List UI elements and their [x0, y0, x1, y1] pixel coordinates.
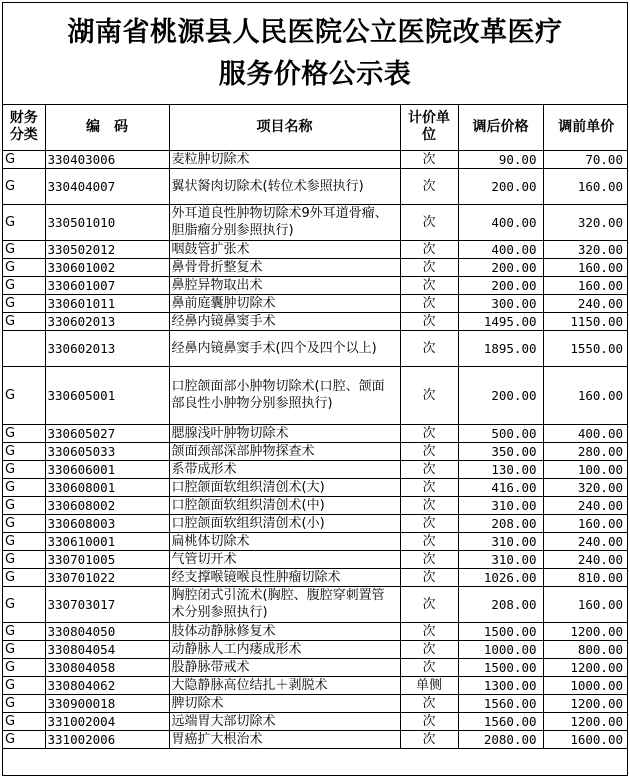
category-cell [3, 330, 45, 366]
new-price-cell: 90.00 [458, 150, 543, 168]
code-cell: 330701022 [45, 568, 169, 586]
unit-cell: 次 [400, 694, 458, 712]
table-row [3, 622, 628, 640]
category-cell: G [3, 622, 45, 640]
unit-cell: 次 [400, 622, 458, 640]
header-row [3, 105, 628, 150]
item-name-cell: 外耳道良性肿物切除术9外耳道骨瘤、胆脂瘤分别参照执行) [169, 204, 400, 240]
table-row [3, 276, 628, 294]
code-cell: 330804050 [45, 622, 169, 640]
old-price-cell: 100.00 [543, 460, 628, 478]
unit-cell: 次 [400, 150, 458, 168]
old-price-cell: 810.00 [543, 568, 628, 586]
unit-cell: 次 [400, 258, 458, 276]
code-cell: 330606001 [45, 460, 169, 478]
item-name-cell: 鼻前庭囊肿切除术 [169, 294, 400, 312]
sheet-title [3, 3, 627, 105]
table-row [3, 550, 628, 568]
code-cell: 330703017 [45, 586, 169, 622]
code-cell: 330404007 [45, 168, 169, 204]
category-cell: G [3, 276, 45, 294]
old-price-cell: 280.00 [543, 442, 628, 460]
old-price-cell: 320.00 [543, 240, 628, 258]
table-row [3, 366, 628, 424]
title-line-1: 湖南省桃源县人民医院公立医院改革医疗 [67, 17, 563, 48]
old-price-cell: 1200.00 [543, 622, 628, 640]
new-price-cell: 310.00 [458, 550, 543, 568]
unit-cell: 次 [400, 442, 458, 460]
item-name-cell: 大隐静脉高位结扎＋剥脱术 [169, 676, 400, 694]
old-price-cell: 160.00 [543, 258, 628, 276]
item-name-cell: 咽鼓管扩张术 [169, 240, 400, 258]
new-price-cell: 130.00 [458, 460, 543, 478]
unit-cell: 次 [400, 424, 458, 442]
code-cell: 331002004 [45, 712, 169, 730]
old-price-cell: 1150.00 [543, 312, 628, 330]
code-cell: 330601007 [45, 276, 169, 294]
unit-cell: 次 [400, 240, 458, 258]
table-row [3, 658, 628, 676]
table-row [3, 240, 628, 258]
new-price-cell: 1300.00 [458, 676, 543, 694]
old-price-cell: 160.00 [543, 168, 628, 204]
code-cell: 330403006 [45, 150, 169, 168]
code-cell: 330804058 [45, 658, 169, 676]
unit-cell: 次 [400, 514, 458, 532]
category-cell: G [3, 294, 45, 312]
table-row [3, 640, 628, 658]
unit-cell: 次 [400, 460, 458, 478]
header-unit: 计价单位 [400, 105, 458, 150]
code-cell: 330610001 [45, 532, 169, 550]
table-row [3, 712, 628, 730]
old-price-cell: 1200.00 [543, 694, 628, 712]
item-name-cell: 胃癌扩大根治术 [169, 730, 400, 748]
item-name-cell: 动静脉人工内瘘成形术 [169, 640, 400, 658]
item-name-cell: 经鼻内镜鼻窦手术(四个及四个以上) [169, 330, 400, 366]
category-cell: G [3, 366, 45, 424]
header-new-price: 调后价格 [458, 105, 543, 150]
table-row [3, 424, 628, 442]
new-price-cell: 1500.00 [458, 622, 543, 640]
category-cell: G [3, 478, 45, 496]
price-table [3, 105, 628, 749]
item-name-cell: 鼻腔异物取出术 [169, 276, 400, 294]
item-name-cell: 麦粒肿切除术 [169, 150, 400, 168]
category-cell: G [3, 442, 45, 460]
table-row [3, 478, 628, 496]
table-row [3, 150, 628, 168]
category-cell: G [3, 168, 45, 204]
item-name-cell: 胸腔闭式引流术(胸腔、腹腔穿刺置管术分别参照执行) [169, 586, 400, 622]
item-name-cell: 口腔颌面软组织清创术(大) [169, 478, 400, 496]
header-category: 财务分类 [3, 105, 45, 150]
header-name: 项目名称 [169, 105, 400, 150]
code-cell: 330608002 [45, 496, 169, 514]
item-name-cell: 经支撑喉镜喉良性肿瘤切除术 [169, 568, 400, 586]
table-row [3, 312, 628, 330]
code-cell: 330608003 [45, 514, 169, 532]
category-cell: G [3, 460, 45, 478]
code-cell: 330501010 [45, 204, 169, 240]
item-name-cell: 系带成形术 [169, 460, 400, 478]
table-row [3, 532, 628, 550]
old-price-cell: 400.00 [543, 424, 628, 442]
code-cell: 330502012 [45, 240, 169, 258]
unit-cell: 次 [400, 730, 458, 748]
item-name-cell: 肢体动静脉修复术 [169, 622, 400, 640]
table-row [3, 442, 628, 460]
new-price-cell: 2080.00 [458, 730, 543, 748]
category-cell: G [3, 568, 45, 586]
code-cell: 330605033 [45, 442, 169, 460]
new-price-cell: 208.00 [458, 514, 543, 532]
table-row [3, 460, 628, 478]
new-price-cell: 300.00 [458, 294, 543, 312]
unit-cell: 次 [400, 532, 458, 550]
new-price-cell: 200.00 [458, 258, 543, 276]
unit-cell: 次 [400, 640, 458, 658]
code-cell: 330602013 [45, 312, 169, 330]
category-cell: G [3, 496, 45, 514]
category-cell: G [3, 240, 45, 258]
new-price-cell: 1560.00 [458, 712, 543, 730]
old-price-cell: 240.00 [543, 496, 628, 514]
unit-cell: 单侧 [400, 676, 458, 694]
table-body [3, 150, 628, 748]
code-cell: 330701005 [45, 550, 169, 568]
unit-cell: 次 [400, 294, 458, 312]
code-cell: 330601002 [45, 258, 169, 276]
old-price-cell: 70.00 [543, 150, 628, 168]
new-price-cell: 400.00 [458, 240, 543, 258]
item-name-cell: 股静脉带戒术 [169, 658, 400, 676]
unit-cell: 次 [400, 276, 458, 294]
new-price-cell: 310.00 [458, 532, 543, 550]
table-row [3, 258, 628, 276]
new-price-cell: 400.00 [458, 204, 543, 240]
item-name-cell: 经鼻内镜鼻窦手术 [169, 312, 400, 330]
category-cell: G [3, 204, 45, 240]
category-cell: G [3, 586, 45, 622]
old-price-cell: 320.00 [543, 478, 628, 496]
old-price-cell: 240.00 [543, 532, 628, 550]
table-row [3, 586, 628, 622]
new-price-cell: 208.00 [458, 586, 543, 622]
item-name-cell: 口腔颌面软组织清创术(中) [169, 496, 400, 514]
item-name-cell: 扁桃体切除术 [169, 532, 400, 550]
old-price-cell: 160.00 [543, 276, 628, 294]
table-row [3, 496, 628, 514]
table-row [3, 694, 628, 712]
table-row [3, 514, 628, 532]
item-name-cell: 翼状胬肉切除术(转位术参照执行) [169, 168, 400, 204]
new-price-cell: 1560.00 [458, 694, 543, 712]
code-cell: 331002006 [45, 730, 169, 748]
code-cell: 330601011 [45, 294, 169, 312]
header-code: 编 码 [45, 105, 169, 150]
old-price-cell: 1200.00 [543, 658, 628, 676]
category-cell: G [3, 258, 45, 276]
table-row [3, 204, 628, 240]
unit-cell: 次 [400, 330, 458, 366]
code-cell: 330605027 [45, 424, 169, 442]
category-cell: G [3, 658, 45, 676]
new-price-cell: 200.00 [458, 276, 543, 294]
category-cell: G [3, 514, 45, 532]
old-price-cell: 800.00 [543, 640, 628, 658]
code-cell: 330608001 [45, 478, 169, 496]
unit-cell: 次 [400, 550, 458, 568]
category-cell: G [3, 532, 45, 550]
table-row [3, 330, 628, 366]
code-cell: 330900018 [45, 694, 169, 712]
old-price-cell: 240.00 [543, 550, 628, 568]
item-name-cell: 脾切除术 [169, 694, 400, 712]
new-price-cell: 1895.00 [458, 330, 543, 366]
code-cell: 330605001 [45, 366, 169, 424]
item-name-cell: 口腔颌面部小肿物切除术(口腔、颌面部良性小肿物分别参照执行) [169, 366, 400, 424]
category-cell: G [3, 676, 45, 694]
old-price-cell: 1550.00 [543, 330, 628, 366]
unit-cell: 次 [400, 312, 458, 330]
old-price-cell: 1000.00 [543, 676, 628, 694]
old-price-cell: 160.00 [543, 366, 628, 424]
old-price-cell: 1600.00 [543, 730, 628, 748]
new-price-cell: 500.00 [458, 424, 543, 442]
new-price-cell: 1500.00 [458, 658, 543, 676]
new-price-cell: 1000.00 [458, 640, 543, 658]
item-name-cell: 远端胃大部切除术 [169, 712, 400, 730]
item-name-cell: 气管切开术 [169, 550, 400, 568]
unit-cell: 次 [400, 586, 458, 622]
table-row [3, 568, 628, 586]
category-cell: G [3, 712, 45, 730]
item-name-cell: 鼻骨骨折整复术 [169, 258, 400, 276]
table-row [3, 730, 628, 748]
old-price-cell: 320.00 [543, 204, 628, 240]
header-old-price: 调前单价 [543, 105, 628, 150]
price-sheet [2, 2, 628, 776]
category-cell: G [3, 640, 45, 658]
table-row [3, 168, 628, 204]
category-cell: G [3, 312, 45, 330]
table-row [3, 676, 628, 694]
category-cell: G [3, 424, 45, 442]
new-price-cell: 1495.00 [458, 312, 543, 330]
unit-cell: 次 [400, 366, 458, 424]
category-cell: G [3, 150, 45, 168]
category-cell: G [3, 550, 45, 568]
new-price-cell: 350.00 [458, 442, 543, 460]
item-name-cell: 口腔颌面软组织清创术(小) [169, 514, 400, 532]
new-price-cell: 416.00 [458, 478, 543, 496]
unit-cell: 次 [400, 712, 458, 730]
code-cell: 330804062 [45, 676, 169, 694]
new-price-cell: 200.00 [458, 366, 543, 424]
category-cell: G [3, 694, 45, 712]
new-price-cell: 200.00 [458, 168, 543, 204]
unit-cell: 次 [400, 496, 458, 514]
table-row [3, 294, 628, 312]
item-name-cell: 颌面颈部深部肿物探查术 [169, 442, 400, 460]
new-price-cell: 1026.00 [458, 568, 543, 586]
old-price-cell: 240.00 [543, 294, 628, 312]
old-price-cell: 160.00 [543, 586, 628, 622]
old-price-cell: 1200.00 [543, 712, 628, 730]
unit-cell: 次 [400, 568, 458, 586]
category-cell: G [3, 730, 45, 748]
unit-cell: 次 [400, 204, 458, 240]
code-cell: 330804054 [45, 640, 169, 658]
unit-cell: 次 [400, 658, 458, 676]
title-line-2: 服务价格公示表 [218, 59, 412, 90]
item-name-cell: 腮腺浅叶肿物切除术 [169, 424, 400, 442]
unit-cell: 次 [400, 168, 458, 204]
unit-cell: 次 [400, 478, 458, 496]
new-price-cell: 310.00 [458, 496, 543, 514]
old-price-cell: 160.00 [543, 514, 628, 532]
code-cell: 330602013 [45, 330, 169, 366]
